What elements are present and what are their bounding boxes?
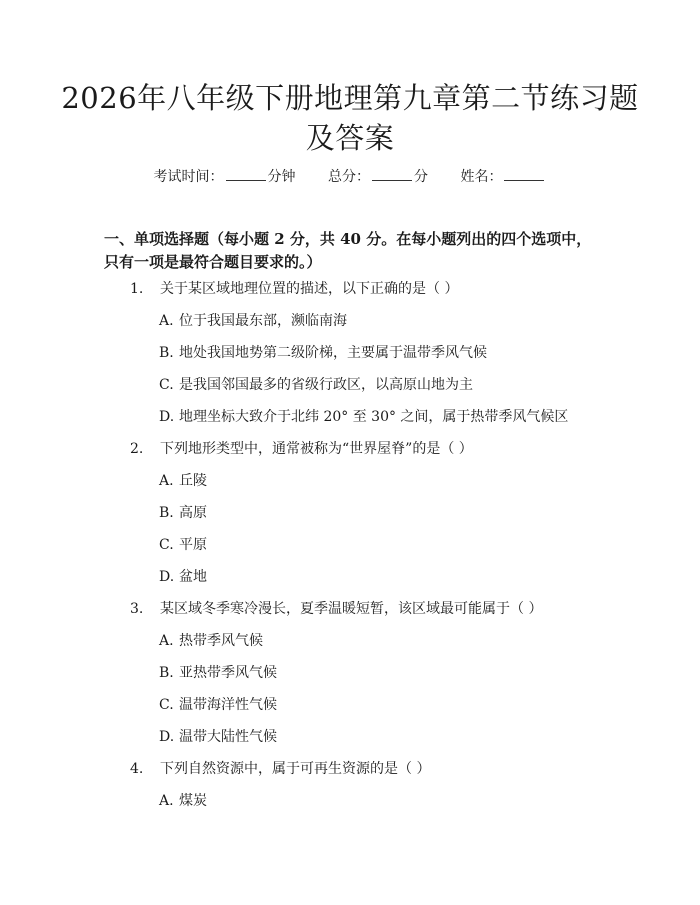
name-blank <box>504 166 544 181</box>
option-b <box>0 503 700 535</box>
option-text: 亚热带季风气候 <box>179 665 277 681</box>
option-text: 温带大陆性气候 <box>179 729 277 745</box>
option-d <box>0 727 700 759</box>
option-letter: D. <box>159 569 175 585</box>
option-text: 地处我国地势第二级阶梯，主要属于温带季风气候 <box>179 345 487 361</box>
option-a <box>0 631 700 663</box>
option-b <box>0 343 700 375</box>
option-b <box>0 663 700 695</box>
total-score-field <box>328 166 428 188</box>
option-a <box>0 791 700 823</box>
total-score-unit: 分 <box>414 169 428 185</box>
option-letter: C. <box>159 697 174 713</box>
option-d <box>0 567 700 599</box>
option-c <box>0 535 700 567</box>
exam-time-unit: 分钟 <box>267 169 296 185</box>
question-2 <box>0 439 700 599</box>
option-a <box>0 471 700 503</box>
option-c <box>0 375 700 407</box>
option-letter: A. <box>159 633 174 649</box>
document-title <box>60 78 640 158</box>
total-score-blank <box>372 166 412 181</box>
option-letter: C. <box>159 537 174 553</box>
option-text: 地理坐标大致介于北纬 20° 至 30° 之间，属于热带季风气候区 <box>179 409 569 425</box>
option-letter: B. <box>159 345 174 361</box>
title-line-2: 及答案 <box>305 121 395 155</box>
option-letter: B. <box>159 665 174 681</box>
option-text: 位于我国最东部，濒临南海 <box>179 313 347 329</box>
option-a <box>0 311 700 343</box>
option-text: 平原 <box>179 537 207 553</box>
option-text: 高原 <box>179 505 207 521</box>
section-heading: 一、单项选择题（每小题 2 分，共 40 分。在每小题列出的四个选项中，只有一项是最符合题目要求的。） <box>104 230 592 271</box>
question-stem <box>0 599 700 631</box>
exam-time-label: 考试时间： <box>153 169 224 185</box>
question-text: 下列地形类型中，通常被称为“世界屋脊”的是（ ） <box>160 441 473 457</box>
option-letter: D. <box>159 729 175 745</box>
question-1 <box>0 279 700 439</box>
option-d <box>0 407 700 439</box>
option-text: 温带海洋性气候 <box>179 697 277 713</box>
question-stem <box>0 279 700 311</box>
option-letter: D. <box>159 409 175 425</box>
exam-time-field <box>154 166 296 188</box>
question-3 <box>0 599 700 759</box>
title-line-1: 2026年八年级下册地理第九章第二节练习题 <box>61 81 639 115</box>
option-letter: A. <box>159 313 174 329</box>
question-number: 4. <box>130 761 144 777</box>
question-4 <box>0 759 700 823</box>
question-stem <box>0 439 700 471</box>
exam-time-blank <box>226 166 266 181</box>
option-text: 丘陵 <box>179 473 207 489</box>
question-number: 2. <box>130 441 144 457</box>
exam-info-line <box>0 166 700 188</box>
question-text: 某区域冬季寒冷漫长，夏季温暖短暂，该区域最可能属于（ ） <box>160 601 543 617</box>
option-text: 煤炭 <box>179 793 207 809</box>
option-text: 盆地 <box>179 569 207 585</box>
question-stem <box>0 759 700 791</box>
option-letter: B. <box>159 505 174 521</box>
option-text: 是我国邻国最多的省级行政区，以高原山地为主 <box>179 377 473 393</box>
total-score-label: 总分： <box>328 169 370 185</box>
name-label: 姓名： <box>460 169 503 185</box>
question-number: 3. <box>130 601 144 617</box>
option-letter: C. <box>159 377 174 393</box>
option-text: 热带季风气候 <box>179 633 263 649</box>
option-letter: A. <box>159 473 174 489</box>
question-text: 关于某区域地理位置的描述，以下正确的是（ ） <box>160 281 459 297</box>
question-number: 1. <box>130 281 144 297</box>
option-letter: A. <box>159 793 174 809</box>
name-field <box>460 166 546 188</box>
question-list <box>0 279 700 823</box>
question-text: 下列自然资源中，属于可再生资源的是（ ） <box>160 761 431 777</box>
option-c <box>0 695 700 727</box>
